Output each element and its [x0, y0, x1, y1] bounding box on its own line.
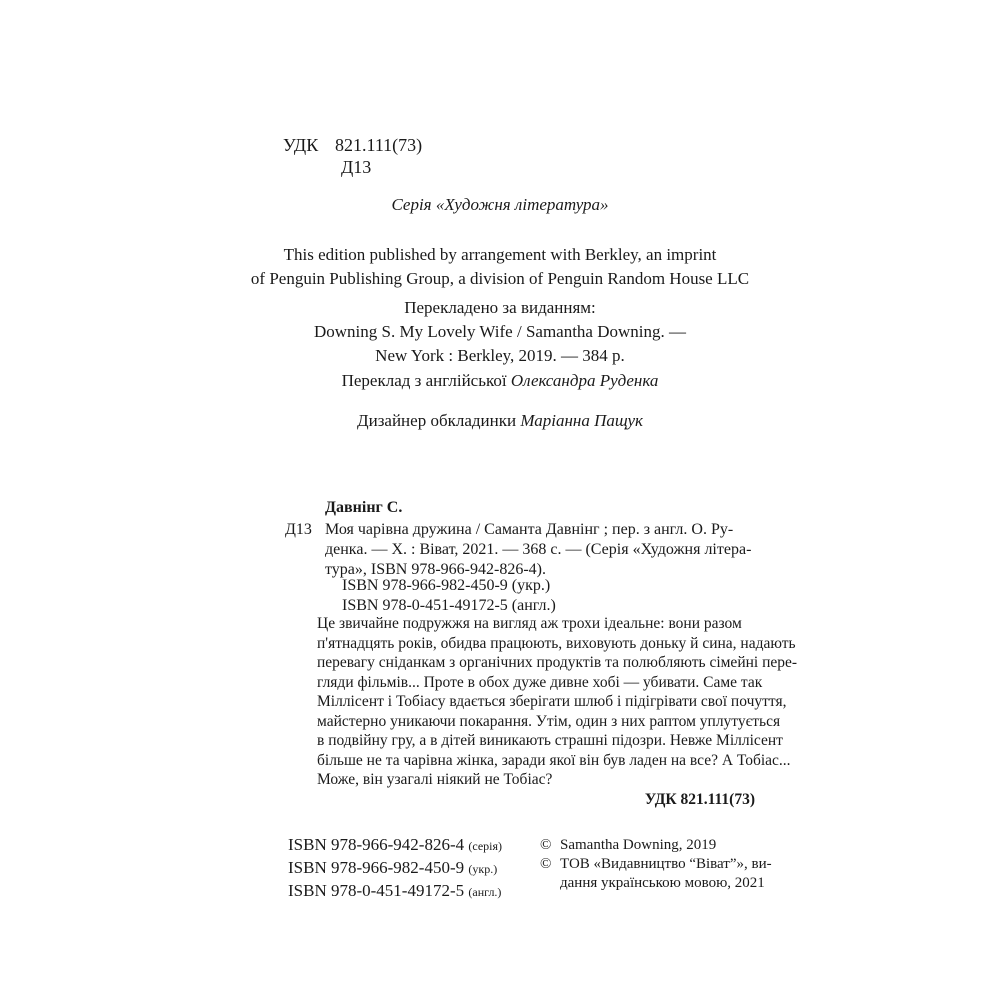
annotation-line: перевагу сніданкам з органічних продуктів та полюбляють сімейні пере-: [317, 654, 798, 671]
catalog-isbn-line: ISBN 978-966-982-450-9 (укр.): [342, 577, 551, 594]
designer-credit: [240, 410, 760, 432]
catalog-desc-line: Моя чарівна дружина / Саманта Давнінг ; пер. з англ. О. Ру-: [325, 521, 734, 538]
catalog-isbn-line: ISBN 978-0-451-49172-5 (англ.): [342, 597, 556, 614]
annotation-line: майстерно уникаючи покарання. Утім, один з них раптом уплутується: [317, 712, 781, 730]
translator-prefix: Переклад з англійської: [341, 371, 511, 390]
translator-name: Олександра Руденка: [510, 371, 659, 390]
udk-footer: УДК 821.111(73): [644, 791, 755, 808]
original-edition: [240, 296, 760, 368]
isbn-row: [288, 880, 502, 903]
isbn-row: [288, 834, 502, 857]
isbn-note: (серія): [468, 839, 503, 853]
isbn-number: ISBN 978-966-942-826-4: [288, 835, 465, 854]
copyright-row: [540, 874, 772, 893]
udk-header: [283, 134, 422, 178]
copyright-line: дання українською мовою, 2021: [560, 875, 765, 891]
catalog-desc-line: денка. — Х. : Віват, 2021. — 368 с. — (Серія «Художня літера-: [325, 541, 752, 558]
isbn-row: [288, 857, 502, 880]
catalog-code: Д13: [285, 521, 312, 538]
udk-line: [283, 134, 422, 156]
annotation-line: більше не та чарівна жінка, заради якої він був ладен на все? А Тобіас...: [317, 751, 791, 769]
copyright-block: [540, 836, 772, 893]
isbn-number: ISBN 978-966-982-450-9: [288, 858, 465, 877]
udk-label: УДК: [283, 135, 319, 155]
isbn-note: (укр.): [468, 862, 498, 876]
catalog-isbn: [342, 576, 556, 616]
annotation-line: в подвійну гру, а в дітей виникають страшні підозри. Невже Міллісент: [317, 732, 783, 749]
copyright-line: Samantha Downing, 2019: [560, 837, 717, 853]
annotation: [317, 614, 798, 790]
designer-prefix: Дизайнер обкладинки: [357, 411, 521, 430]
udk-code: 821.111(73): [335, 135, 423, 155]
copyright-row: [540, 855, 772, 874]
series-title: Серія «Художня література»: [391, 195, 609, 214]
translator-credit: [240, 370, 760, 392]
catalog-author: Давнінг С.: [325, 499, 403, 516]
copyright-icon: ©: [540, 837, 552, 853]
annotation-line: Може, він узагалі ніякий не Тобіас?: [317, 771, 553, 788]
copyright-line: ТОВ «Видавництво “Віват”», ви-: [560, 856, 772, 872]
annotation-line: гляди фільмів... Проте в обох дуже дивне хобі — убивати. Саме так: [317, 673, 763, 691]
catalog-desc-line: тура», ISBN 978-966-942-826-4).: [325, 561, 546, 578]
original-edition-line-3: New York : Berkley, 2019. — 384 p.: [375, 346, 625, 365]
author-mark: Д13: [341, 157, 372, 177]
designer-name: Маріанна Пащук: [520, 411, 643, 430]
isbn-number: ISBN 978-0-451-49172-5: [288, 881, 465, 900]
original-edition-line-1: Перекладено за виданням:: [404, 298, 596, 317]
isbn-list: [288, 834, 502, 903]
catalog-description: [325, 520, 755, 580]
annotation-line: Міллісент і Тобіасу вдається зберігати шлюб і підігрівати свої почуття,: [317, 693, 787, 710]
copyright-icon: ©: [540, 856, 552, 872]
copyright-row: [540, 836, 772, 855]
arrangement-notice: [240, 243, 760, 291]
annotation-line: Це звичайне подружжя на вигляд аж трохи ідеальне: вони разом: [317, 615, 742, 632]
isbn-note: (англ.): [468, 885, 502, 899]
original-edition-line-2: Downing S. My Lovely Wife / Samantha Downing. —: [313, 322, 687, 341]
arrangement-line-1: This edition published by arrangement with Berkley, an imprint: [283, 245, 717, 264]
arrangement-line-2: of Penguin Publishing Group, a division of Penguin Random House LLC: [250, 269, 750, 288]
annotation-line: п'ятнадцять років, обидва працюють, виховують доньку й сина, надають: [317, 634, 796, 652]
